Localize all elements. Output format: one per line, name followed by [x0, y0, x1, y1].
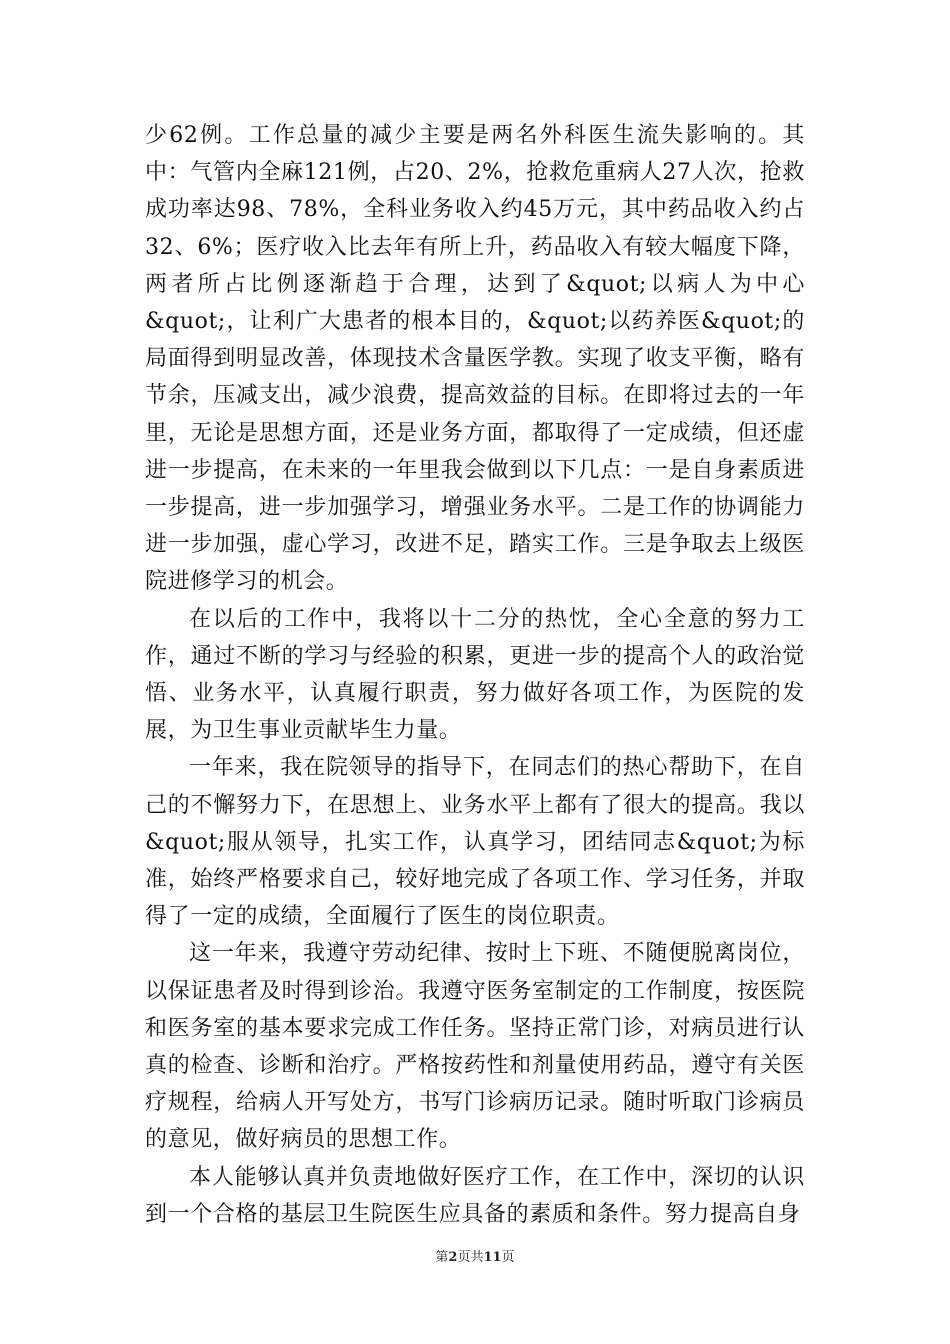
paragraph-5: 本人能够认真并负责地做好医疗工作，在工作中，深切的认识到一个合格的基层卫生院医生应具备的素质和条件。努力提高自身	[145, 1164, 805, 1227]
footer-suffix: 页	[501, 1250, 515, 1265]
paragraph-3: 一年来，我在院领导的指导下，在同志们的热心帮助下，在自己的不懈努力下，在思想上、业务水平上都有了很大的提高。我以&quot;服从领导，扎实工作，认真学习，团结同志&quot;为标准，始终严格要求自己，较好地完成了各项工作、学习任务，并取得了一定的成绩，全面履行了医生的岗位职责。	[145, 755, 805, 930]
document-body	[145, 117, 805, 1233]
footer-middle: 页共	[457, 1250, 484, 1265]
paragraph-2: 在以后的工作中，我将以十二分的热忱，全心全意的努力工作，通过不断的学习与经验的积累，更进一步的提高个人的政治觉悟、业务水平，认真履行职责，努力做好各项工作，为医院的发展，为卫生事业贡献毕生力量。	[145, 606, 805, 744]
paragraph-1: 少62例。工作总量的减少主要是两名外科医生流失影响的。其中：气管内全麻121例，占20、2%，抢救危重病人27人次，抢救成功率达98、78%，全科业务收入约45万元，其中药品收入约占32、6%；医疗收入比去年有所上升，药品收入有较大幅度下降，两者所占比例逐渐趋于合理，达到了&quot;以病人为中心&quot;，让利广大患者的根本目的，&quot;以药养医&quot;的局面得到明显改善，体现技术含量医学教。实现了收支平衡，略有节余，压减支出，减少浪费，提高效益的目标。在即将过去的一年里，无论是思想方面，还是业务方面，都取得了一定成绩，但还虚进一步提高，在未来的一年里我会做到以下几点：一是自身素质进一步提高，进一步加强学习，增强业务水平。二是工作的协调能力进一步加强，虚心学习，改进不足，踏实工作。三是争取去上级医院进修学习的机会。	[145, 123, 805, 595]
page-number-footer	[0, 1246, 950, 1265]
current-page-number: 2	[448, 1250, 458, 1265]
total-page-count: 11	[483, 1250, 502, 1265]
footer-prefix: 第	[435, 1250, 449, 1265]
paragraph-4: 这一年来，我遵守劳动纪律、按时上下班、不随便脱离岗位，以保证患者及时得到诊治。我遵守医务室制定的工作制度，按医院和医务室的基本要求完成工作任务。坚持正常门诊，对病员进行认真的检查、诊断和治疗。严格按药性和剂量使用药品，遵守有关医疗规程，给病人开写处方，书写门诊病历记录。随时听取门诊病员的意见，做好病员的思想工作。	[145, 941, 805, 1153]
